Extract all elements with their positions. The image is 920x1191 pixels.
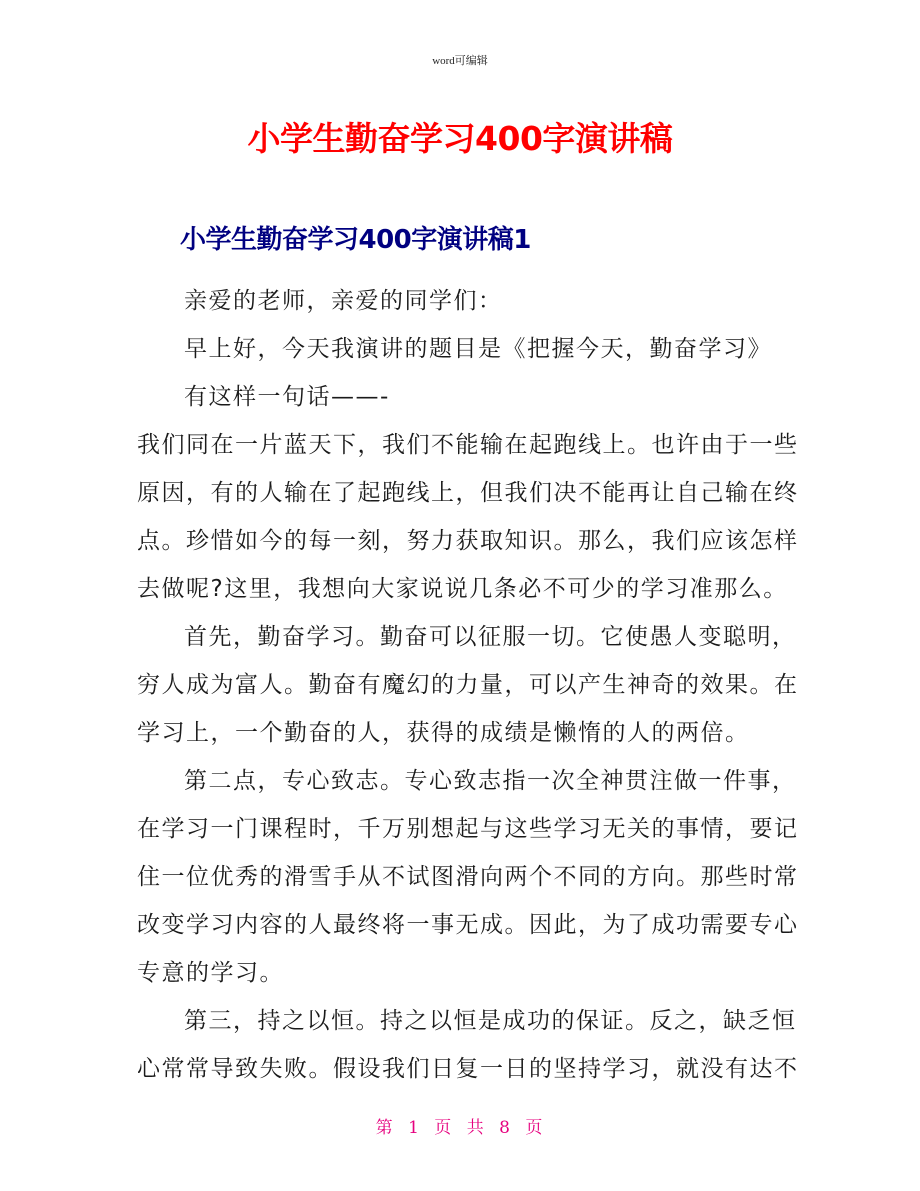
- body-text-line: 点。珍惜如今的每一刻，努力获取知识。那么，我们应该怎样: [137, 528, 799, 554]
- body-text-line: 在学习一门课程时，千万别想起与这些学习无关的事情，要记: [137, 816, 799, 842]
- page-number-footer: 第 1 页 共 8 页: [375, 1118, 545, 1138]
- document-title: 小学生勤奋学习400字演讲稿: [247, 119, 673, 158]
- body-text-line: 第三，持之以恒。持之以恒是成功的保证。反之，缺乏恒: [184, 1008, 797, 1034]
- body-text-line: 我们同在一片蓝天下，我们不能输在起跑线上。也许由于一些: [137, 432, 799, 458]
- body-text-line: 心常常导致失败。假设我们日复一日的坚持学习，就没有达不: [137, 1056, 799, 1082]
- body-text-line: 早上好，今天我演讲的题目是《把握今天，勤奋学习》: [184, 336, 772, 362]
- body-text-line: 改变学习内容的人最终将一事无成。因此，为了成功需要专心: [137, 912, 799, 938]
- body-text-line: 穷人成为富人。勤奋有魔幻的力量，可以产生神奇的效果。在: [137, 672, 799, 698]
- body-text-line: 有这样一句话——-: [184, 384, 390, 410]
- body-text-line: 专意的学习。: [137, 960, 284, 986]
- document-body: [137, 283, 799, 1099]
- body-text-line: 住一位优秀的滑雪手从不试图滑向两个不同的方向。那些时常: [137, 864, 799, 890]
- header-note: word可编辑: [432, 55, 488, 67]
- body-text-line: 去做呢?这里，我想向大家说说几条必不可少的学习准那么。: [137, 576, 788, 602]
- body-text-line: 亲爱的老师，亲爱的同学们：: [184, 288, 503, 314]
- body-text-line: 第二点，专心致志。专心致志指一次全神贯注做一件事，: [184, 768, 797, 794]
- body-text-line: 原因，有的人输在了起跑线上，但我们决不能再让自己输在终: [137, 480, 799, 506]
- body-text-line: 首先，勤奋学习。勤奋可以征服一切。它使愚人变聪明，: [184, 624, 797, 650]
- body-text-line: 学习上，一个勤奋的人，获得的成绩是懒惰的人的两倍。: [137, 720, 750, 746]
- section-title: 小学生勤奋学习400字演讲稿1: [180, 225, 531, 255]
